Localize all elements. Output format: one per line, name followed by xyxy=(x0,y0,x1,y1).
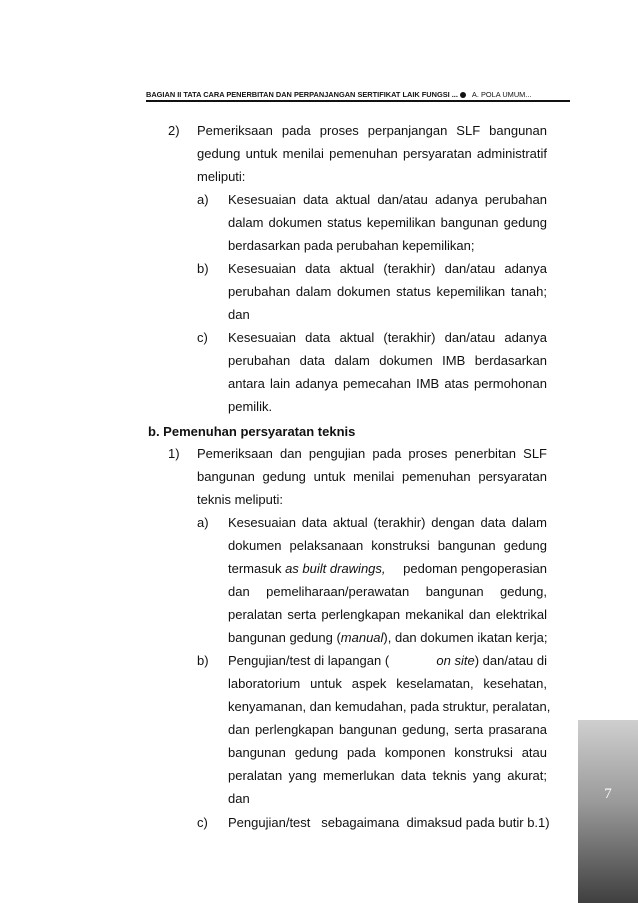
text-line: Kesesuaian data aktual (terakhir) dan/atau adanya xyxy=(228,261,547,276)
header-right: A. POLA UMUM... xyxy=(471,90,532,99)
text-line: dan pemeliharaan/perawatan bangunan gedung, xyxy=(228,584,547,599)
sub-item-letter: b) xyxy=(197,653,209,668)
header-rule xyxy=(146,100,570,102)
text-segment: pedoman pengoperasian xyxy=(403,561,547,576)
text-line: peralatan serta perlengkapan mekanikal dan elektrikal xyxy=(228,607,547,622)
text-line: Pemeriksaan dan pengujian pada proses penerbitan SLF xyxy=(197,446,547,461)
text-line: kenyamanan, dan kemudahan, pada struktur, peralatan, xyxy=(228,699,551,714)
text-line: perubahan dalam dokumen status kepemilikan tanah; xyxy=(228,284,547,299)
sub-item-letter: c) xyxy=(197,330,208,345)
text-line: Kesesuaian data aktual (terakhir) dan/atau adanya xyxy=(228,330,547,345)
text-segment: termasuk as built drawings, xyxy=(228,561,386,576)
text-line: antara lain adanya pemecahan IMB atas permohonan xyxy=(228,376,547,391)
text-line: bangunan gedung untuk menilai pemenuhan persyaratan xyxy=(197,469,547,484)
text-line: perubahan data dalam dokumen IMB berdasarkan xyxy=(228,353,547,368)
item-number: 1) xyxy=(168,446,180,461)
sub-item-letter: b) xyxy=(197,261,209,276)
text-line: Pemeriksaan pada proses perpanjangan SLF bangunan xyxy=(197,123,547,138)
text-line: peralatan yang memerlukan data teknis yang akurat; xyxy=(228,768,547,783)
text-line: gedung untuk menilai pemenuhan persyaratan administratif xyxy=(197,146,547,161)
page-number: 7 xyxy=(604,786,612,802)
header-left: BAGIAN II TATA CARA PENERBITAN DAN PERPANJANGAN SERTIFIKAT LAIK FUNGSI ... xyxy=(146,90,458,99)
text-line: dalam dokumen status kepemilikan bangunan gedung xyxy=(228,215,547,230)
text-line: Kesesuaian data aktual (terakhir) dengan data dalam xyxy=(228,515,547,530)
text-segment: Pengujian/test di lapangan ( xyxy=(228,653,390,668)
text-line: Pengujian/test sebagaimana dimaksud pada butir b.1) xyxy=(228,815,550,830)
sub-item-letter: a) xyxy=(197,192,209,207)
text-line: dokumen pelaksanaan konstruksi bangunan gedung xyxy=(228,538,547,553)
text-line: meliputi: xyxy=(197,169,246,184)
text-line: dan perlengkapan bangunan gedung, serta prasarana xyxy=(228,722,547,737)
item-number: 2) xyxy=(168,123,180,138)
text-line: teknis meliputi: xyxy=(197,492,283,507)
text-line: pemilik. xyxy=(228,399,273,414)
bullet-dot-icon xyxy=(460,92,466,98)
text-line-mixed xyxy=(228,653,547,668)
text-line: bangunan gedung pada komponen konstruksi atau xyxy=(228,745,547,760)
section-heading: b. Pemenuhan persyaratan teknis xyxy=(148,424,356,439)
text-line: Kesesuaian data aktual dan/atau adanya perubahan xyxy=(228,192,547,207)
text-line: laboratorium untuk aspek keselamatan, kesehatan, xyxy=(228,676,547,691)
text-segment: on site) dan/atau di xyxy=(436,653,547,668)
page-sidebar-tab xyxy=(578,720,638,903)
text-line: dan xyxy=(228,791,250,806)
text-line: dan xyxy=(228,307,250,322)
sub-item-letter: c) xyxy=(197,815,208,830)
text-line-mixed: bangunan gedung (manual), dan dokumen ikatan kerja; xyxy=(228,630,548,645)
text-line: berdasarkan pada perubahan kepemilikan; xyxy=(228,238,475,253)
sub-item-letter: a) xyxy=(197,515,209,530)
running-header xyxy=(146,90,570,99)
text-line-mixed xyxy=(228,561,547,576)
